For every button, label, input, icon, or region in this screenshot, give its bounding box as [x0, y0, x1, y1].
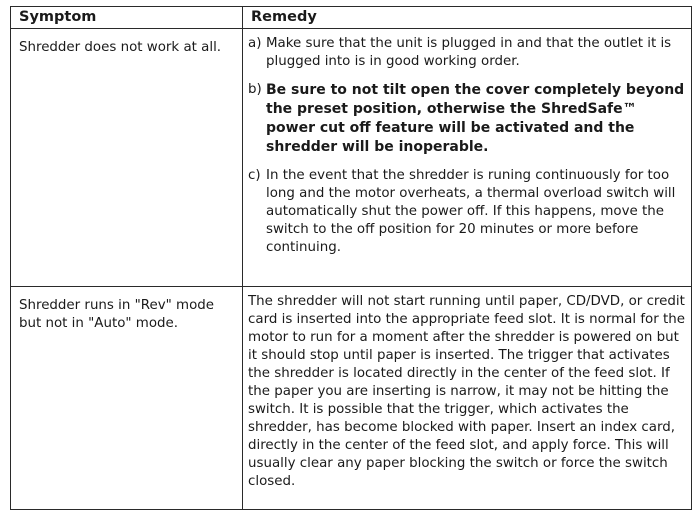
table-header-row [11, 7, 692, 29]
remedy-paragraph: The shredder will not start running until paper, CD/DVD, or credit card is inserted into the appropriate feed slot. It is normal for the motor to run for a moment after the shredder is powered on but it should stop until paper is inserted. The trigger that activates the shredder is located directly in the center of the feed slot. If the paper you are inserting is narrow, it may not be hitting the switch. It is possible that the trigger, which activates the shredder, has become blocked with paper. Insert an index card, directly in the center of the feed slot, and apply force. This will usually clear any paper blocking the switch or force the switch closed. [248, 294, 685, 489]
remedy-item-warning-text: Be sure to not tilt open the cover completely beyond the preset position, otherwise the ShredSafe™ power cut off feature will be activated and the shredder will be inoperable. [266, 82, 685, 155]
remedy-item-letter: c) [248, 168, 261, 183]
symptom-cell: Shredder does not work at all. [11, 29, 243, 287]
table-row [11, 29, 692, 287]
remedy-item-text: Make sure that the unit is plugged in and that the outlet it is plugged into is in good working order. [266, 36, 672, 69]
remedy-cell [243, 29, 692, 287]
table-row [11, 287, 692, 510]
remedy-item-b [248, 81, 687, 157]
remedy-item-letter: a) [248, 36, 262, 51]
symptom-column-header: Symptom [11, 7, 243, 29]
troubleshooting-table [10, 6, 692, 510]
symptom-cell: Shredder runs in "Rev" mode but not in "Auto" mode. [11, 287, 243, 510]
remedy-column-header: Remedy [243, 7, 692, 29]
remedy-item-a [248, 35, 687, 71]
remedy-item-letter: b) [248, 82, 262, 97]
remedy-cell [243, 287, 692, 510]
remedy-item-text: In the event that the shredder is runing continuously for too long and the motor overheats, a thermal overload switch will automatically shut the power off. If this happens, move the switch to the off position for 20 minutes or more before continuing. [266, 168, 676, 255]
remedy-item-c [248, 167, 687, 257]
